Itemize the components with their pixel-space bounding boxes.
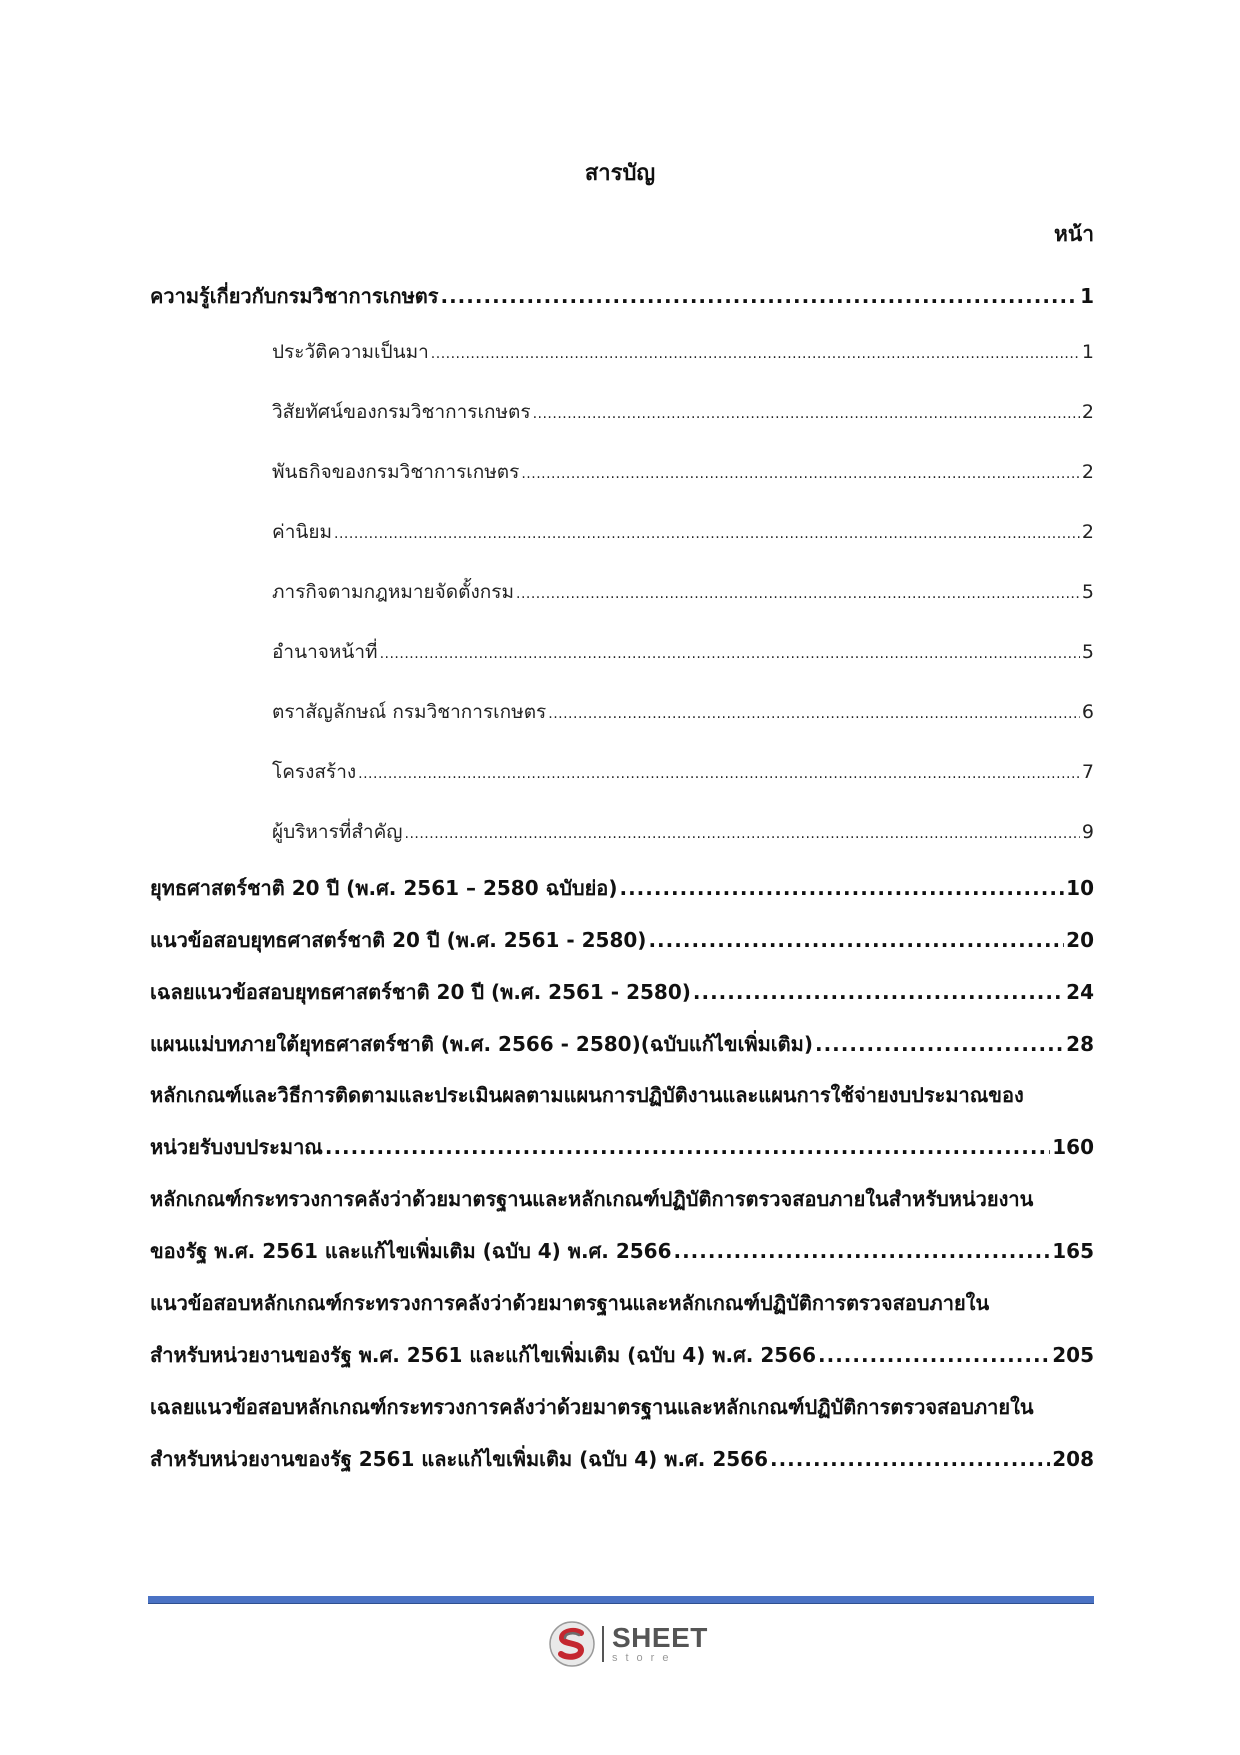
footer-rule (148, 1596, 1094, 1604)
toc-line (150, 1070, 1094, 1120)
toc-page-number: 6 (1081, 701, 1094, 723)
toc-entry-text: ผู้บริหารที่สำคัญ (272, 821, 403, 843)
logo-subtitle: store (612, 1652, 677, 1664)
toc-page-number: 10 (1066, 876, 1094, 900)
toc-entry-text: สำหรับหน่วยงานของรัฐ 2561 และแก้ไขเพิ่มเติม (ฉบับ 4) พ.ศ. 2566 (150, 1447, 768, 1471)
toc-entry-text: ภารกิจตามกฎหมายจัดตั้งกรม (272, 581, 514, 603)
toc-page-number: 205 (1052, 1343, 1094, 1367)
toc-entry-text: สำหรับหน่วยงานของรัฐ พ.ศ. 2561 และแก้ไขเพิ่มเติม (ฉบับ 4) พ.ศ. 2566 (150, 1343, 817, 1367)
toc-page-number: 9 (1081, 821, 1094, 843)
toc-section-entry (150, 1278, 1094, 1382)
toc-page-number: 28 (1066, 1032, 1094, 1056)
toc-line (272, 802, 1094, 862)
toc-line (272, 682, 1094, 742)
toc-line (150, 1278, 1094, 1328)
toc-line (150, 1328, 1094, 1382)
logo-text (612, 1624, 708, 1664)
toc-subsection-entry (150, 802, 1094, 862)
footer-logo (548, 1618, 708, 1670)
toc-line (272, 502, 1094, 562)
toc-line (150, 1382, 1094, 1432)
toc-section-entry (150, 914, 1094, 966)
toc-subsection-entry (150, 322, 1094, 382)
toc-page-number: 5 (1081, 581, 1094, 603)
toc-entry-text: ตราสัญลักษณ์ กรมวิชาการเกษตร (272, 701, 547, 723)
toc-dot-leader (619, 862, 1064, 914)
logo-word: SHEET (612, 1622, 708, 1653)
toc-subsection-entry (150, 742, 1094, 802)
toc-page-number: 7 (1081, 761, 1094, 783)
toc-page-number: 2 (1081, 521, 1094, 543)
toc-dot-leader (516, 564, 1080, 624)
toc-entry-text: เฉลยแนวข้อสอบหลักเกณฑ์กระทรวงการคลังว่าด้วยมาตรฐานและหลักเกณฑ์ปฏิบัติการตรวจสอบภายใน (150, 1395, 1034, 1419)
toc-line (272, 622, 1094, 682)
toc-dot-leader (673, 1224, 1050, 1278)
toc-line (150, 862, 1094, 914)
toc-dot-leader (815, 1018, 1064, 1070)
toc-line (150, 914, 1094, 966)
toc-dot-leader (325, 1120, 1050, 1174)
toc-page-number: 24 (1066, 980, 1094, 1004)
toc-page-number: 165 (1052, 1239, 1094, 1263)
toc-entry-text: แนวข้อสอบยุทธศาสตร์ชาติ 20 ปี (พ.ศ. 2561 - 2580) (150, 928, 647, 952)
toc-dot-leader (818, 1328, 1050, 1382)
toc-line (150, 1018, 1094, 1070)
toc-entry-text: อำนาจหน้าที่ (272, 641, 378, 663)
toc-entry-text: วิสัยทัศน์ของกรมวิชาการเกษตร (272, 401, 531, 423)
toc-subsection-entry (150, 442, 1094, 502)
toc-entry-text: หน่วยรับงบประมาณ (150, 1135, 323, 1159)
table-of-contents (150, 270, 1094, 1486)
toc-entry-text: เฉลยแนวข้อสอบยุทธศาสตร์ชาติ 20 ปี (พ.ศ. 2561 - 2580) (150, 980, 691, 1004)
toc-section-entry (150, 1018, 1094, 1070)
page-title: สารบัญ (584, 161, 656, 186)
toc-subsection-entry (150, 502, 1094, 562)
toc-section-entry (150, 1070, 1094, 1174)
toc-entry-text: ยุทธศาสตร์ชาติ 20 ปี (พ.ศ. 2561 – 2580 ฉบับย่อ) (150, 876, 618, 900)
toc-entry-text: พันธกิจของกรมวิชาการเกษตร (272, 461, 520, 483)
toc-line (150, 966, 1094, 1018)
toc-subsection-entry (150, 682, 1094, 742)
toc-line (272, 442, 1094, 502)
toc-page-number: 1 (1080, 284, 1094, 308)
toc-dot-leader (380, 624, 1080, 684)
toc-page-number: 2 (1081, 461, 1094, 483)
logo-divider (602, 1626, 604, 1662)
toc-entry-text: หลักเกณฑ์และวิธีการติดตามและประเมินผลตามแผนการปฏิบัติงานและแผนการใช้จ่ายงบประมาณของ (150, 1083, 1024, 1107)
toc-line (272, 562, 1094, 622)
toc-dot-leader (533, 384, 1080, 444)
toc-page-number: 5 (1081, 641, 1094, 663)
toc-entry-text: ความรู้เกี่ยวกับกรมวิชาการเกษตร (150, 284, 439, 308)
toc-line (150, 1120, 1094, 1174)
toc-section-entry (150, 270, 1094, 322)
toc-subsection-entry (150, 382, 1094, 442)
toc-line (150, 1224, 1094, 1278)
toc-dot-leader (770, 1432, 1050, 1486)
toc-entry-text: หลักเกณฑ์กระทรวงการคลังว่าด้วยมาตรฐานและหลักเกณฑ์ปฏิบัติการตรวจสอบภายในสำหรับหน่วยงาน (150, 1187, 1034, 1211)
toc-dot-leader (548, 684, 1080, 744)
toc-line (150, 1432, 1094, 1486)
toc-page-number: 208 (1052, 1447, 1094, 1471)
toc-dot-leader (440, 270, 1078, 322)
toc-section-entry (150, 862, 1094, 914)
toc-entry-text: โครงสร้าง (272, 761, 357, 783)
toc-page-number: 1 (1081, 341, 1094, 363)
toc-section-entry (150, 1382, 1094, 1486)
toc-subsection-entry (150, 562, 1094, 622)
toc-line (272, 382, 1094, 442)
toc-dot-leader (648, 914, 1064, 966)
toc-page-number: 20 (1066, 928, 1094, 952)
sheet-store-logo-icon (548, 1620, 596, 1668)
toc-line (150, 1174, 1094, 1224)
toc-dot-leader (358, 744, 1080, 804)
toc-dot-leader (405, 804, 1080, 864)
toc-entry-text: ค่านิยม (272, 521, 333, 543)
toc-dot-leader (334, 504, 1080, 564)
toc-entry-text: ประวัติความเป็นมา (272, 341, 429, 363)
toc-dot-leader (431, 324, 1080, 384)
toc-line (150, 270, 1094, 322)
toc-section-entry (150, 1174, 1094, 1278)
page-column-header: หน้า (1054, 222, 1094, 246)
toc-page-number: 160 (1052, 1135, 1094, 1159)
toc-entry-text: ของรัฐ พ.ศ. 2561 และแก้ไขเพิ่มเติม (ฉบับ 4) พ.ศ. 2566 (150, 1239, 672, 1263)
toc-subsection-entry (150, 622, 1094, 682)
toc-entry-text: แนวข้อสอบหลักเกณฑ์กระทรวงการคลังว่าด้วยมาตรฐานและหลักเกณฑ์ปฏิบัติการตรวจสอบภายใน (150, 1291, 990, 1315)
toc-line (272, 742, 1094, 802)
toc-line (272, 322, 1094, 382)
toc-dot-leader (693, 966, 1064, 1018)
toc-entry-text: แผนแม่บทภายใต้ยุทธศาสตร์ชาติ (พ.ศ. 2566 - 2580)(ฉบับแก้ไขเพิ่มเติม) (150, 1032, 813, 1056)
toc-page-number: 2 (1081, 401, 1094, 423)
toc-dot-leader (521, 444, 1080, 504)
toc-section-entry (150, 966, 1094, 1018)
